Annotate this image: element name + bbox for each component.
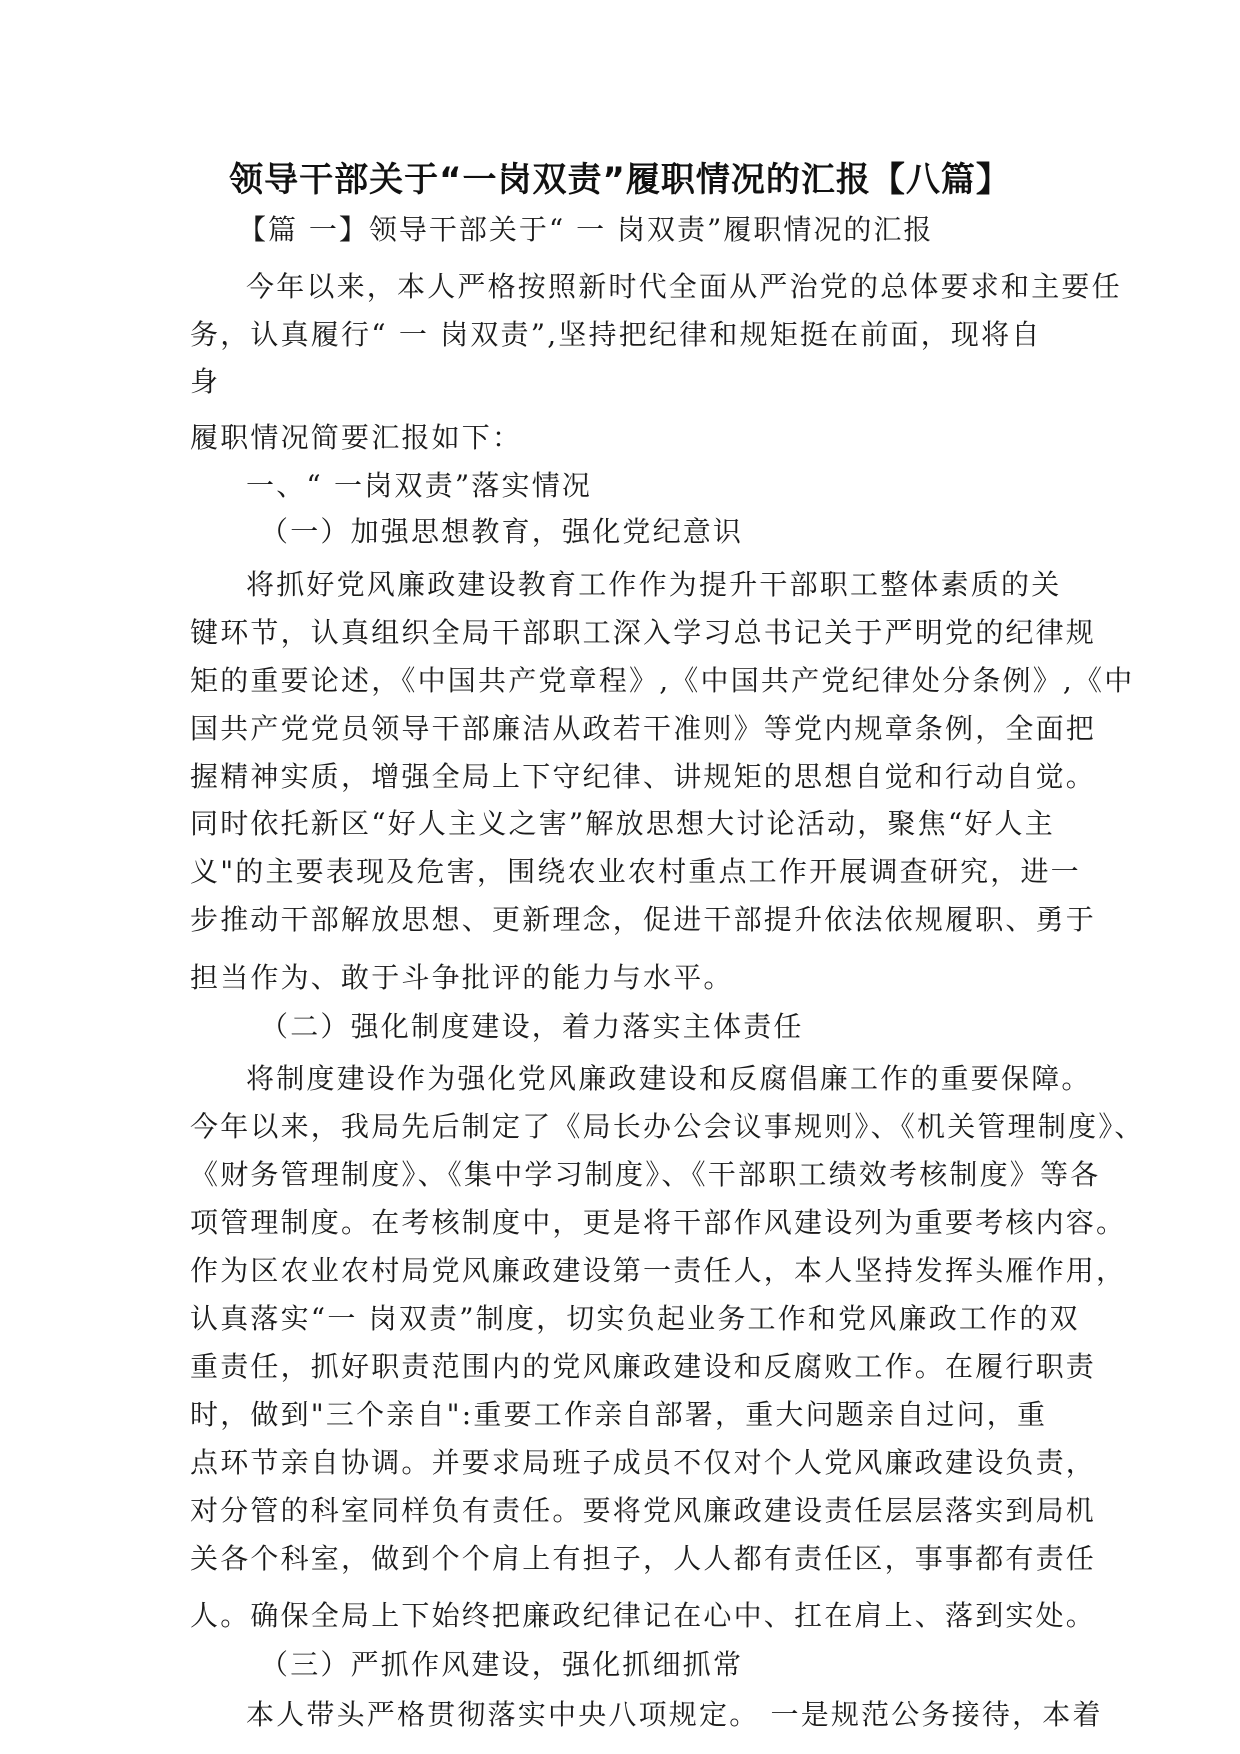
paragraph-line: 握精神实质，增强全局上下守纪律、讲规矩的思想自觉和行动自觉。 <box>190 760 1097 793</box>
paragraph-line: 点环节亲自协调。并要求局班子成员不仅对个人党风廉政建设负责， <box>190 1446 1097 1479</box>
paragraph-line: 键环节，认真组织全局干部职工深入学习总书记关于严明党的纪律规 <box>190 616 1097 649</box>
subsection-heading: （二）强化制度建设，着力落实主体责任 <box>260 1010 804 1043</box>
paragraph-line: 作为区农业农村局党风廉政建设第一责任人，本人坚持发挥头雁作用， <box>190 1254 1127 1287</box>
paragraph-line: 身 <box>190 365 221 398</box>
paragraph-line: 国共产党党员领导干部廉洁从政若干准则》等党内规章条例，全面把 <box>190 712 1097 745</box>
paragraph-line: 人。确保全局上下始终把廉政纪律记在心中、扛在肩上、落到实处。 <box>190 1599 1097 1632</box>
paragraph-line: 将抓好党风廉政建设教育工作作为提升干部职工整体素质的关 <box>246 568 1062 601</box>
section-heading: 一、“ 一岗双责”落实情况 <box>246 469 593 502</box>
paragraph-line: 对分管的科室同样负有责任。要将党风廉政建设责任层层落实到局机 <box>190 1494 1097 1527</box>
document-title: 领导干部关于“一岗双责”履职情况的汇报【八篇】 <box>229 160 1011 200</box>
paragraph-line: 关各个科室，做到个个肩上有担子，人人都有责任区，事事都有责任 <box>190 1542 1097 1575</box>
paragraph-line: 履职情况简要汇报如下： <box>190 421 523 454</box>
section-subtitle: 【篇 一】领导干部关于“ 一 岗双责”履职情况的汇报 <box>238 213 934 246</box>
subsection-heading: （一）加强思想教育，强化党纪意识 <box>260 515 744 548</box>
paragraph-line: 时，做到"三个亲自":重要工作亲自部署，重大问题亲自过问，重 <box>190 1398 1048 1431</box>
paragraph-line: 同时依托新区“好人主义之害”解放思想大讨论活动，聚焦“好人主 <box>190 807 1055 840</box>
paragraph-line: 认真落实“一 岗双责”制度，切实负起业务工作和党风廉政工作的双 <box>190 1302 1080 1335</box>
paragraph-line: 担当作为、敢于斗争批评的能力与水平。 <box>190 961 734 994</box>
subsection-heading: （三）严抓作风建设，强化抓细抓常 <box>260 1648 744 1681</box>
paragraph-line: 矩的重要论述，《中国共产党章程》,《中国共产党纪律处分条例》,《中 <box>190 664 1135 697</box>
paragraph-line: 义"的主要表现及危害，围绕农业农村重点工作开展调查研究，进一 <box>190 855 1081 888</box>
paragraph-line: 重责任，抓好职责范围内的党风廉政建设和反腐败工作。在履行职责 <box>190 1350 1097 1383</box>
paragraph-line: 将制度建设作为强化党风廉政建设和反腐倡廉工作的重要保障。 <box>246 1062 1092 1095</box>
paragraph-line: 今年以来，本人严格按照新时代全面从严治党的总体要求和主要任 <box>246 270 1122 303</box>
paragraph-line: 本人带头严格贯彻落实中央八项规定。 一是规范公务接待，本着 <box>246 1698 1103 1731</box>
paragraph-line: 步推动干部解放思想、更新理念，促进干部提升依法依规履职、勇于 <box>190 903 1097 936</box>
paragraph-line: 务，认真履行“ 一 岗双责”,坚持把纪律和规矩挺在前面，现将自 <box>190 318 1042 351</box>
paragraph-line: 今年以来，我局先后制定了《局长办公会议事规则》、《机关管理制度》、 <box>190 1110 1145 1143</box>
paragraph-line: 《财务管理制度》、《集中学习制度》、《干部职工绩效考核制度》等各 <box>190 1158 1101 1191</box>
paragraph-line: 项管理制度。在考核制度中，更是将干部作风建设列为重要考核内容。 <box>190 1206 1127 1239</box>
